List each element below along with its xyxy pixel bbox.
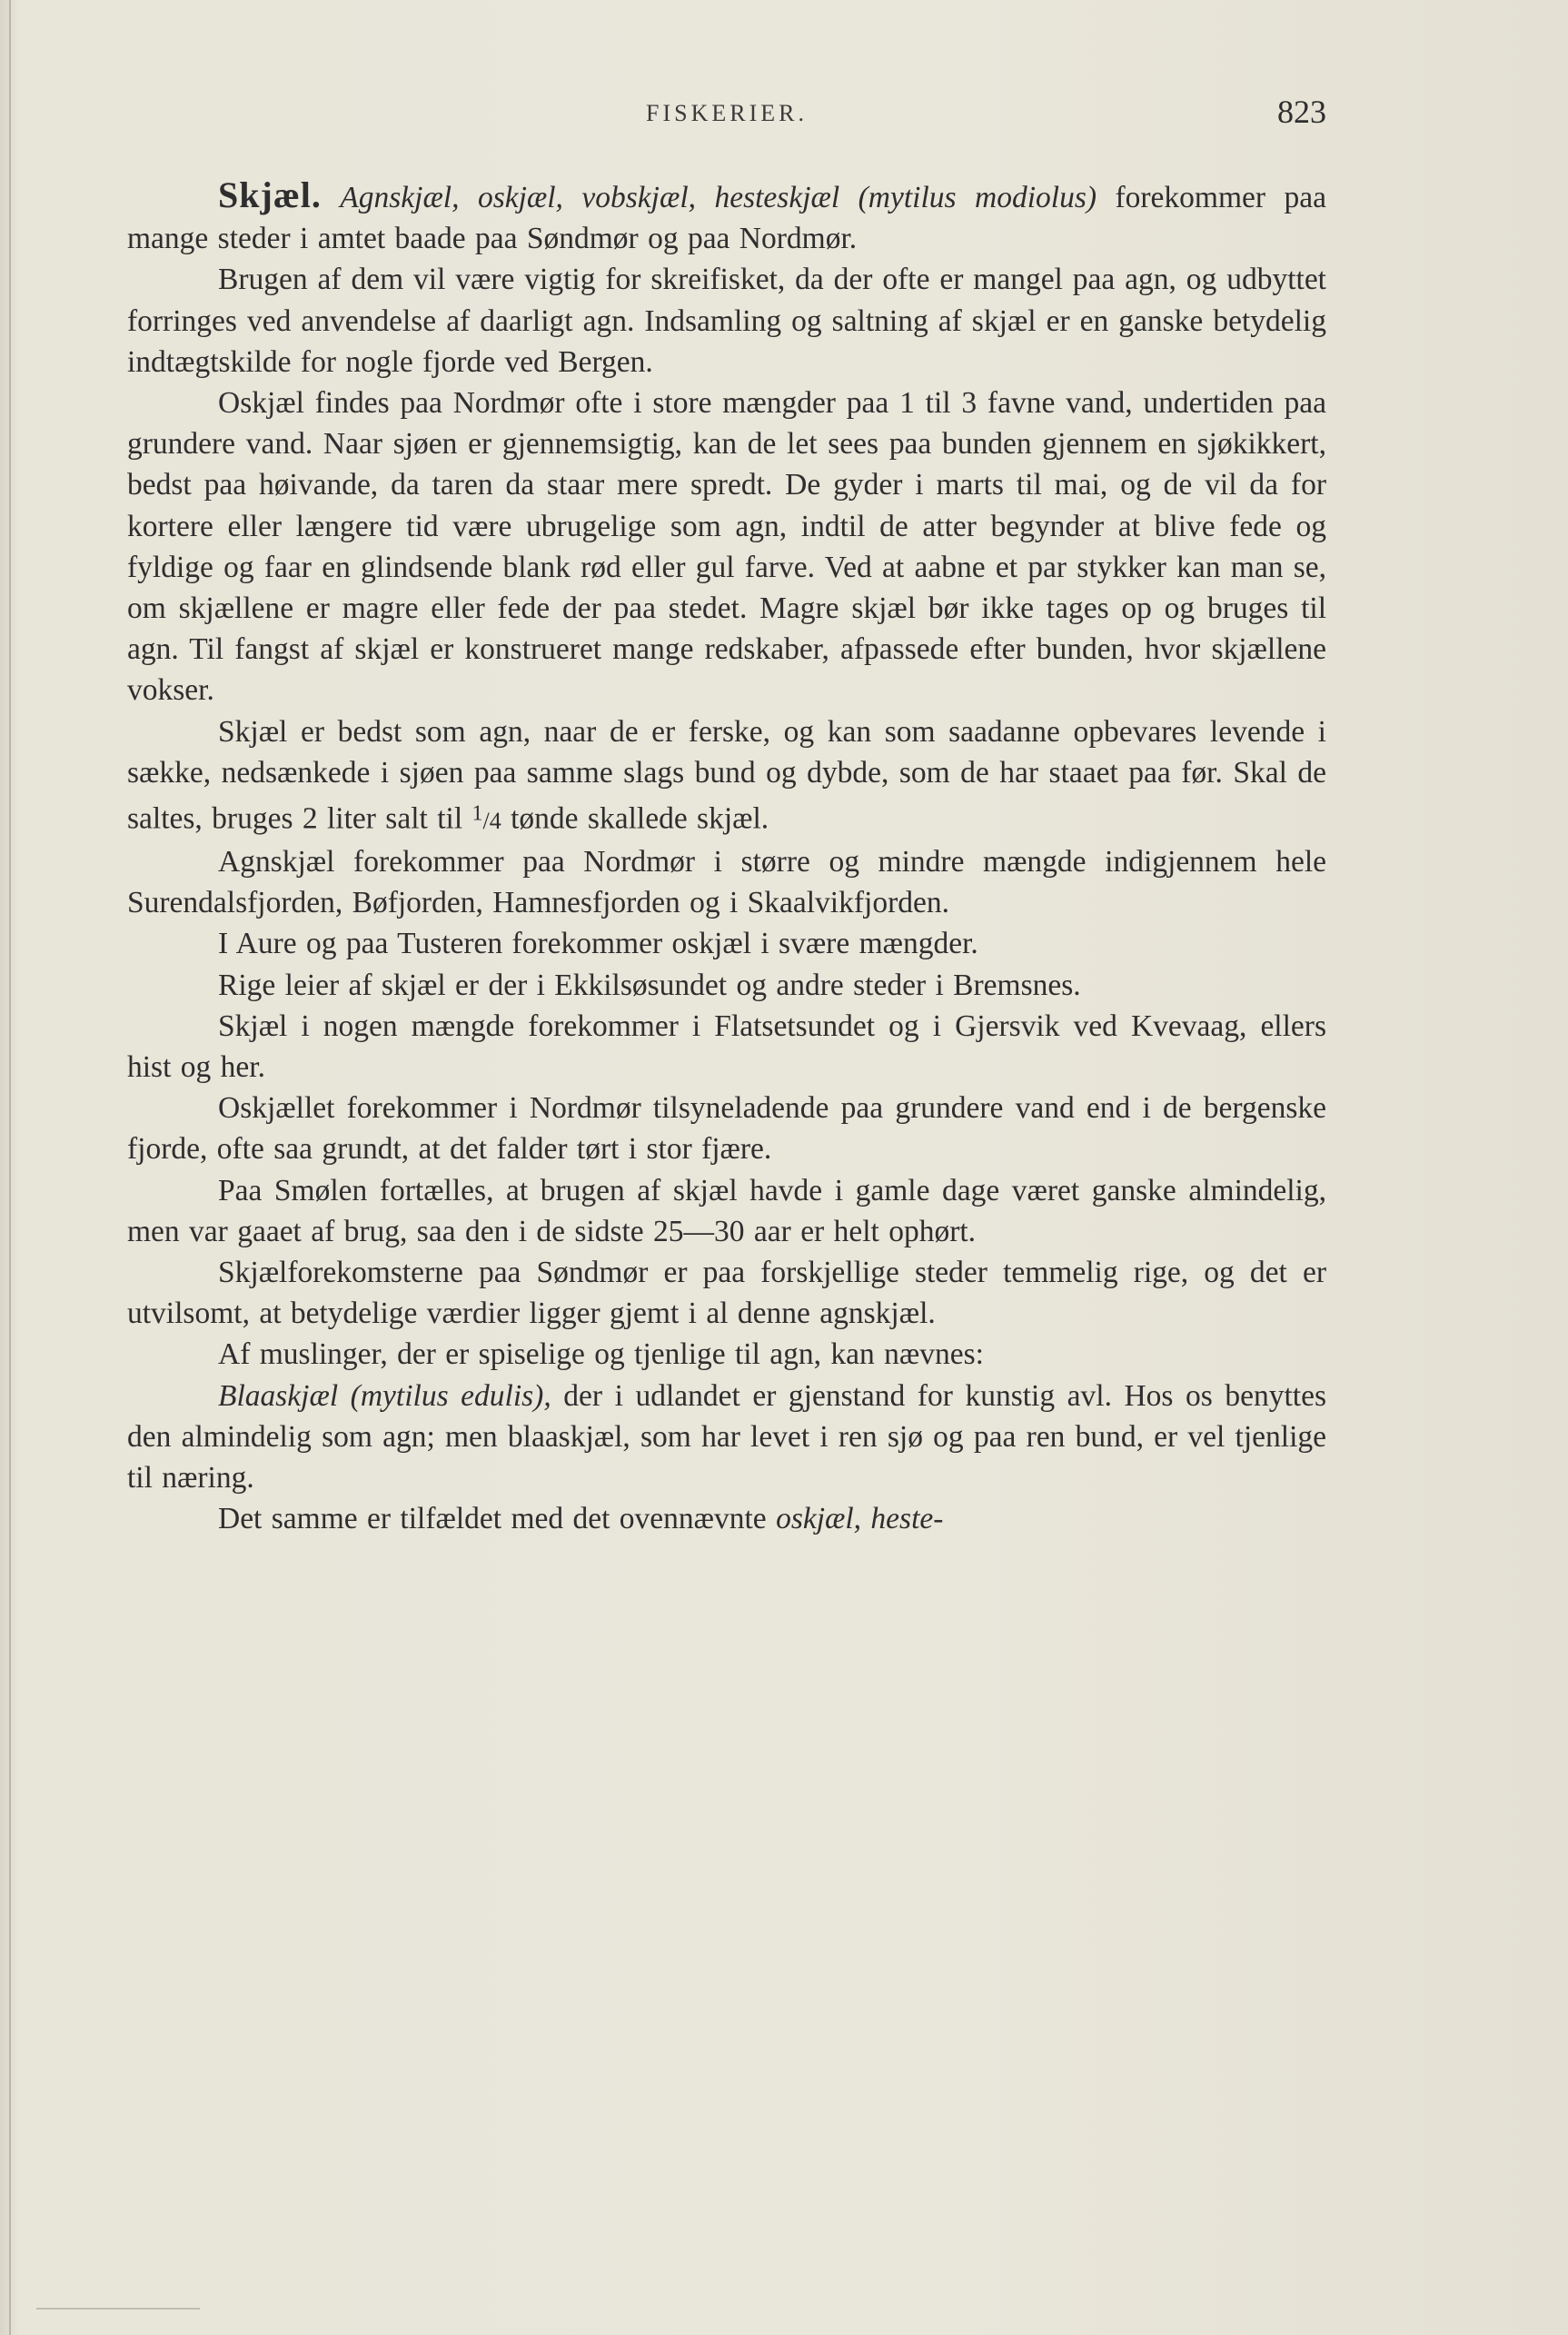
paragraph-text: der i udlandet er gjenstand for kunstig avl. Hos os benyttes den almindelig som agn; men blaaskjæl, som har levet i ren sjø og paa ren bund, er vel tjenlige til næring. bbox=[127, 1378, 1326, 1495]
paragraph-last bbox=[127, 1498, 1326, 1539]
section-lead-word: Skjæl. bbox=[218, 174, 322, 215]
paragraph-text: Skjæl er bedst som agn, naar de er ferske, og kan som saadanne opbevares levende i sække, nedsænkede i sjøen paa samme slags bund og dybde, som de har staaet paa før. Skal de saltes, bruges 2 liter salt til bbox=[127, 714, 1326, 836]
paragraph-text: forekommer paa mange steder i amtet baade paa Søndmør og paa Nordmør. bbox=[127, 181, 1327, 256]
running-head: FISKERIER. bbox=[646, 100, 808, 126]
paragraph bbox=[127, 841, 1326, 923]
page-header bbox=[127, 94, 1326, 145]
page-edge-line bbox=[9, 0, 11, 2335]
paragraph bbox=[127, 1006, 1326, 1088]
paragraph-text: Rige leier af skjæl er der i Ekkilsøsundet og andre steder i Bremsnes. bbox=[218, 968, 1081, 1002]
fraction: $^1$/4 bbox=[471, 801, 501, 834]
paragraph-skjael-intro bbox=[127, 174, 1326, 259]
paragraph-blaaskjael bbox=[127, 1376, 1326, 1499]
page-number: 823 bbox=[1277, 94, 1326, 130]
italic-species-name: oskjæl, heste- bbox=[776, 1502, 944, 1536]
paragraph bbox=[127, 1252, 1326, 1334]
italic-species-name: Blaaskjæl (mytilus edulis), bbox=[218, 1378, 551, 1413]
paragraph bbox=[127, 1334, 1326, 1375]
paragraph-text: Oskjællet forekommer i Nordmør tilsyneladende paa grundere vand end i de bergenske fjorde, ofte saa grundt, at det falder tørt i stor fjære. bbox=[127, 1091, 1326, 1167]
paragraph bbox=[127, 1088, 1326, 1169]
paragraph bbox=[127, 711, 1326, 841]
fraction-denominator: 4 bbox=[489, 807, 501, 834]
paragraph-text: Agnskjæl forekommer paa Nordmør i større og mindre mængde indigjennem hele Surendalsfjorden, Bøfjorden, Hamnesfjorden og i Skaalvikfjorden. bbox=[127, 844, 1326, 920]
paragraph bbox=[127, 383, 1326, 711]
paragraph-text: Paa Smølen fortælles, at brugen af skjæl havde i gamle dage været ganske almindelig, men var gaaet af brug, saa den i de sidste 25—30 aar er helt ophørt. bbox=[127, 1173, 1326, 1248]
italic-species-list: Agnskjæl, oskjæl, vobskjæl, hesteskjæl (mytilus modiolus) bbox=[340, 181, 1097, 214]
paragraph-text: Brugen af dem vil være vigtig for skreifisket, da der ofte er mangel paa agn, og udbyttet forringes ved anvendelse af daarligt agn. Indsamling og saltning af skjæl er en ganske betydelig indtægtskilde for nogle fjorde ved Bergen. bbox=[127, 263, 1326, 379]
bottom-edge-mark bbox=[36, 2308, 200, 2310]
paragraph bbox=[127, 1170, 1326, 1252]
paragraph-text: Skjælforekomsterne paa Søndmør er paa forskjellige steder temmelig rige, og det er utvilsomt, at betydelige værdier ligger gjemt i al denne agnskjæl. bbox=[127, 1255, 1326, 1331]
paragraph-text: Af muslinger, der er spiselige og tjenlige til agn, kan nævnes: bbox=[218, 1337, 984, 1372]
page-body bbox=[127, 174, 1326, 1539]
paragraph bbox=[127, 965, 1326, 1006]
paragraph bbox=[127, 259, 1326, 383]
paragraph-text: Skjæl i nogen mængde forekommer i Flatsetsundet og i Gjersvik ved Kvevaag, ellers hist og her. bbox=[127, 1009, 1326, 1084]
paragraph-text: Det samme er tilfældet med det ovennævnte bbox=[218, 1502, 767, 1536]
paragraph-text-after: tønde skallede skjæl. bbox=[511, 801, 769, 836]
paragraph-text: Oskjæl findes paa Nordmør ofte i store mængder paa 1 til 3 favne vand, undertiden paa grundere vand. Naar sjøen er gjennemsigtig, kan de let sees paa bunden gjennem en sjøkikkert, bedst paa høivande, da taren da staar mere spredt. De gyder i marts til mai, og de vil da for kortere eller længere tid være ubrugelige som agn, indtil de atter begynder at blive fede og fyldige og faar en glindsende blank rød eller gul farve. Ved at aabne et par stykker kan man se, om skjællene er magre eller fede der paa stedet. Magre skjæl bør ikke tages op og bruges til agn. Til fangst af skjæl er konstrueret mange redskaber, afpassede efter bunden, hvor skjællene vokser. bbox=[127, 386, 1326, 708]
paragraph bbox=[127, 923, 1326, 964]
paragraph-text: I Aure og paa Tusteren forekommer oskjæl i svære mængder. bbox=[218, 927, 978, 961]
fraction-numerator: 1 bbox=[471, 801, 483, 826]
